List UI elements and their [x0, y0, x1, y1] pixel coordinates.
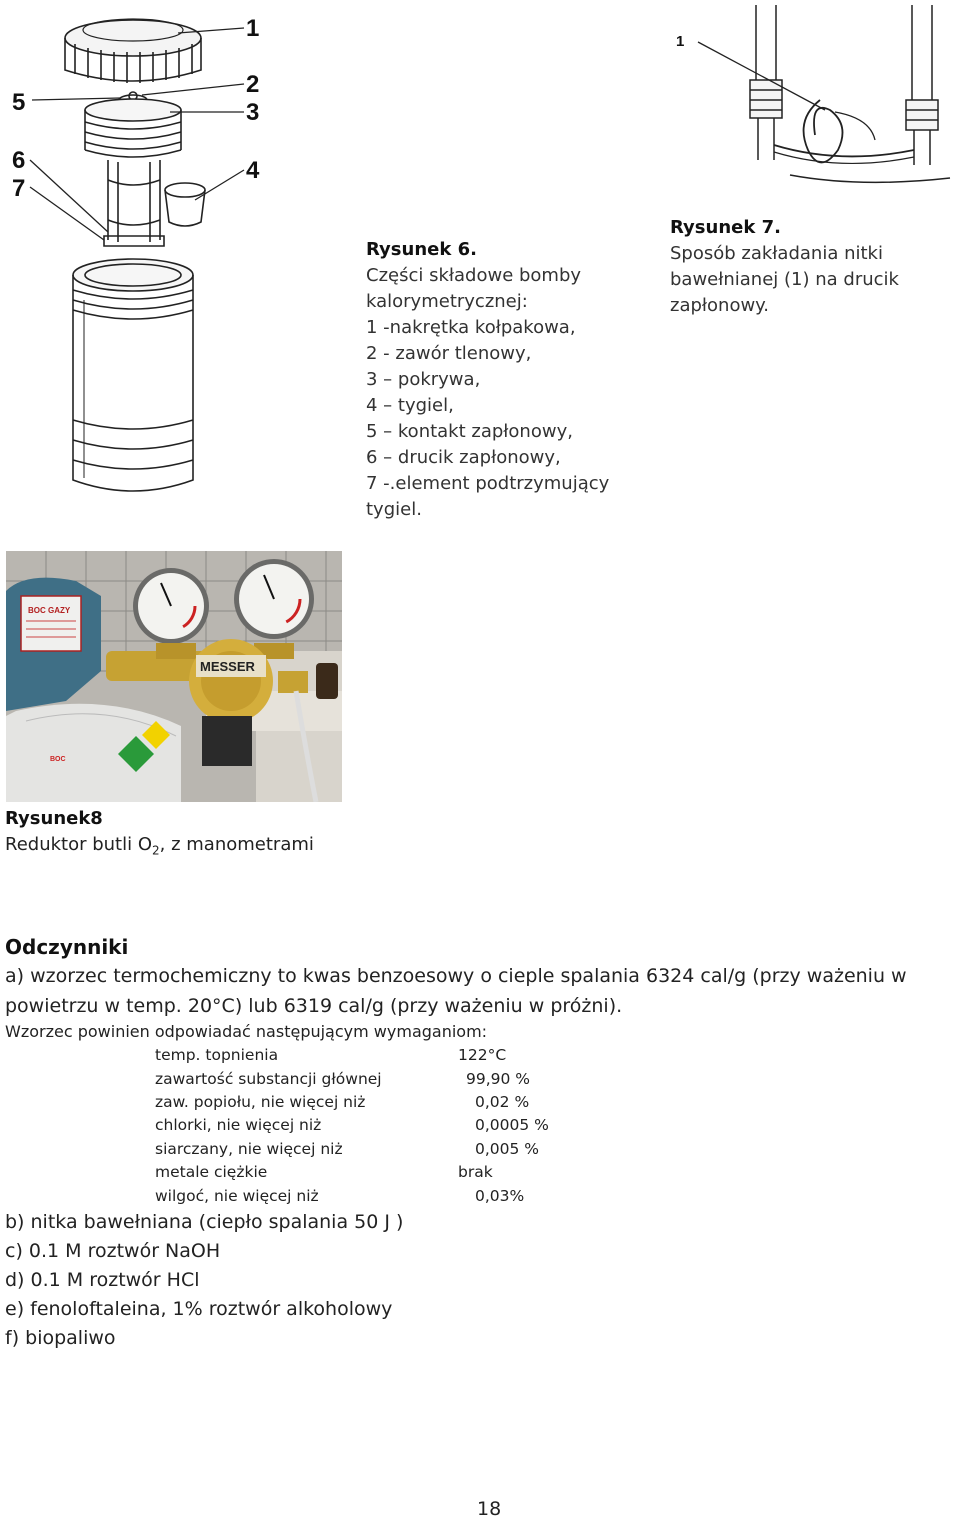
- ignition-wire-drawing: [670, 0, 960, 200]
- requirement-value: brak: [458, 1163, 493, 1181]
- figure-6-label-1: 1: [246, 15, 260, 42]
- requirement-value: 0,02 %: [475, 1093, 530, 1111]
- oxygen-reducer-photo: [6, 551, 342, 802]
- reagents-heading: Odczynniki: [5, 935, 129, 959]
- figure-6-diagram: [0, 0, 280, 500]
- requirement-value: 0,005 %: [475, 1140, 540, 1158]
- reagent-c: c) 0.1 M roztwór NaOH: [5, 1240, 221, 1262]
- boc-label: BOC: [50, 756, 66, 763]
- figure-7-caption-title: Rysunek 7.: [670, 217, 781, 238]
- figure-8-caption-text: [5, 832, 405, 864]
- figure-8-caption-prefix: Reduktor butli O: [5, 834, 153, 855]
- figure-6-caption-line: 1 -nakrętka kołpakowa,: [366, 317, 576, 338]
- requirements-intro: Wzorzec powinien odpowiadać następującym wymaganiom:: [5, 1022, 488, 1041]
- figure-8-caption: [5, 806, 405, 864]
- requirement-name: zaw. popiołu, nie więcej niż: [155, 1093, 366, 1111]
- reagent-a: [5, 961, 955, 1021]
- figure-6-caption-line: kalorymetrycznej:: [366, 291, 528, 312]
- reagent-e: e) fenoloftaleina, 1% roztwór alkoholowy: [5, 1298, 393, 1320]
- figure-6-caption-line: 7 -.element podtrzymujący: [366, 473, 610, 494]
- requirement-name: temp. topnienia: [155, 1046, 279, 1064]
- requirement-value: 0,0005 %: [475, 1116, 549, 1134]
- figure-6-caption-line: tygiel.: [366, 499, 422, 520]
- reagent-f: f) biopaliwo: [5, 1327, 116, 1349]
- reagent-b: b) nitka bawełniana (ciepło spalania 50 J ): [5, 1211, 404, 1233]
- figure-6-caption-line: 2 - zawór tlenowy,: [366, 343, 532, 364]
- page-number: 18: [477, 1498, 502, 1520]
- calorimetric-bomb-drawing: [0, 0, 280, 500]
- figure-6-label-2: 2: [246, 71, 260, 98]
- figure-7-label-1: 1: [676, 33, 685, 50]
- requirement-name: zawartość substancji głównej: [155, 1070, 382, 1088]
- figure-6-caption: [366, 237, 636, 523]
- requirement-value: 122°C: [458, 1046, 507, 1064]
- boc-gazy-label: BOC GAZY: [28, 606, 71, 615]
- requirement-value: 99,90 %: [466, 1070, 531, 1088]
- messer-brand: MESSER: [200, 659, 255, 674]
- figure-7-caption-line: zapłonowy.: [670, 295, 769, 316]
- figure-6-caption-line: 3 – pokrywa,: [366, 369, 481, 390]
- reagent-a-line-2: powietrzu w temp. 20°C) lub 6319 cal/g (przy ważeniu w próżni).: [5, 995, 623, 1017]
- requirement-name: wilgoć, nie więcej niż: [155, 1187, 319, 1205]
- figure-6-caption-line: 5 – kontakt zapłonowy,: [366, 421, 573, 442]
- figure-8-caption-title: Rysunek8: [5, 808, 103, 829]
- requirement-name: siarczany, nie więcej niż: [155, 1140, 343, 1158]
- figure-8-photo: [6, 551, 342, 802]
- figure-7-caption-line: Sposób zakładania nitki: [670, 243, 883, 264]
- requirement-value: 0,03%: [475, 1187, 525, 1205]
- figure-8-caption-suffix: , z manometrami: [159, 834, 314, 855]
- requirement-name: metale ciężkie: [155, 1163, 268, 1181]
- figure-7-diagram: [670, 0, 960, 200]
- requirement-row: [155, 1046, 278, 1064]
- figure-6-label-7: 7: [12, 175, 26, 202]
- figure-6-caption-line: 6 – drucik zapłonowy,: [366, 447, 561, 468]
- figure-6-label-3: 3: [246, 99, 260, 126]
- figure-7-caption-line: bawełnianej (1) na drucik: [670, 269, 899, 290]
- reagent-list: [5, 1208, 403, 1353]
- figure-6-label-4: 4: [246, 157, 260, 184]
- figure-7-caption: [670, 215, 950, 319]
- figure-6-caption-line: 4 – tygiel,: [366, 395, 454, 416]
- figure-8-caption-subscript: 2: [152, 843, 160, 858]
- figure-6-label-6: 6: [12, 147, 26, 174]
- reagent-a-line-1: a) wzorzec termochemiczny to kwas benzoesowy o cieple spalania 6324 cal/g (przy ważeniu w: [5, 965, 907, 987]
- figure-6-label-5: 5: [12, 89, 26, 116]
- reagent-d: d) 0.1 M roztwór HCl: [5, 1269, 200, 1291]
- figure-6-caption-title: Rysunek 6.: [366, 239, 477, 260]
- figure-6-caption-line: Części składowe bomby: [366, 265, 582, 286]
- requirement-name: chlorki, nie więcej niż: [155, 1116, 322, 1134]
